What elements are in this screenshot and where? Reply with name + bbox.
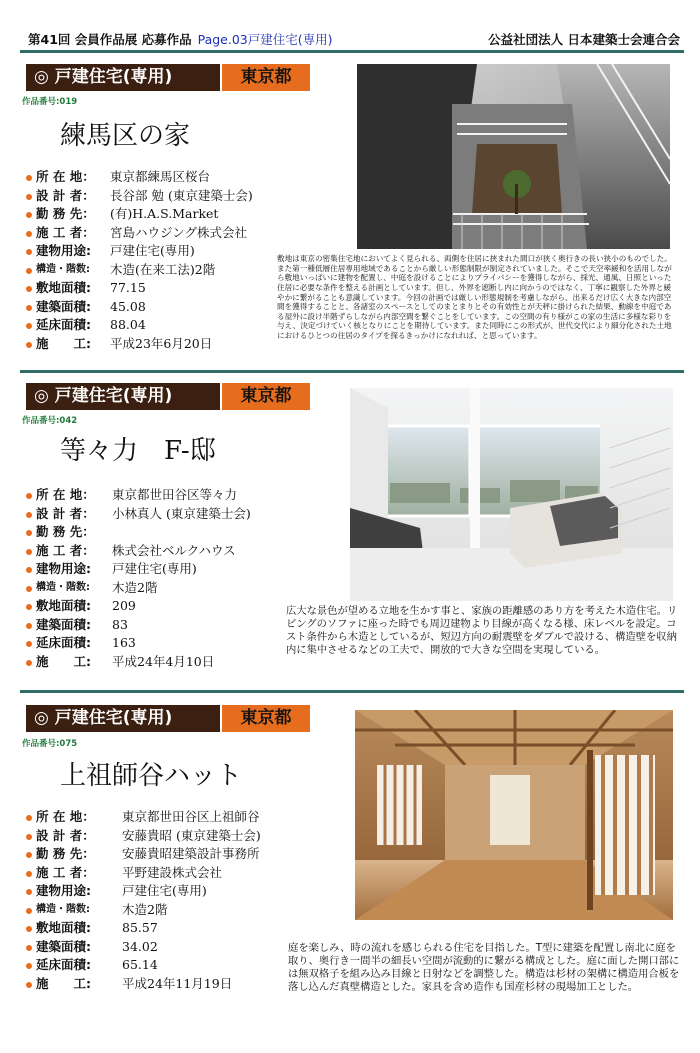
work-description: 敷地は東京の密集住宅地においてよく見られる、両側を住居に挟まれた間口が狭く奥行きの長い狭小のものでした。また第一種低層住居専用地域であることから厳しい形態制限が制定されていました。そこで天空率緩和を活用しながら敷地いっぱいに建物を配置し、中庭を設けることによりプライバシーを獲得しながら、採光、通風、日照といった住居に必要な条件を整える計画としています。但し、外界を遮断し内に向かうのではなく、丁寧に観察した外界と緩やかに繋がることも意識しています。今回の計画では厳しい形態規制を考慮しながら、出来るだけ広く大きな内部空間を獲得することと、各諸室のスペースとしてのまとまりとその有効性とが天秤に掛けられた結果、動線を中庭である屋外に設け半階ずらしながら内部空間を繋ぐことをしています。この空間の有り様がこの家の生活に多様な彩りを与え、決定づけていく核となりにことを期待しています。また同時にこの形式が、世代交代により細分化された土地におけるひとつの住居のタイプを探るきっかけになれれば、と思っています。	[277, 254, 672, 341]
spec-item: 延床面積: 65.14	[26, 956, 326, 975]
bullet-icon	[26, 286, 32, 292]
bullet-icon	[26, 249, 32, 255]
spec-item: 勤 務 先： (有)H.A.S.Market	[26, 205, 326, 224]
category-label: ◎ 戸建住宅(専用)	[26, 383, 220, 410]
bullet-icon	[26, 342, 32, 348]
bullet-icon	[26, 512, 32, 518]
bullet-icon	[26, 268, 32, 274]
bullet-icon	[26, 945, 32, 951]
bullet-icon	[26, 641, 32, 647]
bullet-icon	[26, 852, 32, 858]
bullet-icon	[26, 926, 32, 932]
spec-item: 建築面積: 83	[26, 616, 326, 635]
spec-item: 勤 務 先： 安藤貴昭建築設計事務所	[26, 845, 326, 864]
category-label: ◎ 戸建住宅(専用)	[26, 705, 220, 732]
bullet-icon	[26, 871, 32, 877]
bullet-icon	[26, 963, 32, 969]
spec-item: 延床面積: 163	[26, 634, 326, 653]
spec-item: 構造・階数: 木造2階	[26, 901, 326, 920]
bullet-icon	[26, 623, 32, 629]
page-label: Page.03戸建住宅(専用)	[197, 32, 333, 47]
spec-item: 施 工: 平成24年11月19日	[26, 975, 326, 994]
work-title: 練馬区の家	[60, 121, 191, 151]
spec-item: 所 在 地： 東京都練馬区桜台	[26, 168, 326, 187]
work-number: 作品番号:019	[22, 97, 78, 107]
category-label: ◎ 戸建住宅(専用)	[26, 64, 220, 91]
bullet-icon	[26, 549, 32, 555]
work-number: 作品番号:042	[22, 416, 78, 426]
prefecture-label: 東京都	[222, 64, 310, 91]
timber-interior-photo	[355, 710, 673, 920]
bullet-icon	[26, 305, 32, 311]
work-title: 上祖師谷ハット	[60, 761, 243, 791]
spec-item: 設 計 者： 小林真人 (東京建築士会)	[26, 505, 326, 524]
bullet-icon	[26, 194, 32, 200]
work-title: 等々力 F-邸	[60, 436, 216, 466]
bullet-icon	[26, 660, 32, 666]
spec-item: 施 工 者： 宮島ハウジング株式会社	[26, 224, 326, 243]
bullet-icon	[26, 567, 32, 573]
spec-item: 勤 務 先：	[26, 523, 326, 542]
header-rule	[20, 50, 684, 53]
bullet-icon	[26, 530, 32, 536]
spec-item: 敷地面積: 209	[26, 597, 326, 616]
spec-item: 設 計 者： 安藤貴昭 (東京建築士会)	[26, 827, 326, 846]
spec-item: 建築面積: 34.02	[26, 938, 326, 957]
spec-item: 建築面積: 45.08	[26, 298, 326, 317]
bullet-icon	[26, 212, 32, 218]
section-divider	[20, 370, 684, 373]
exhibition-title: 第41回 会員作品展 応募作品	[28, 32, 192, 47]
bullet-icon	[26, 493, 32, 499]
spec-item: 施 工 者： 株式会社ベルクハウス	[26, 542, 326, 561]
spec-item: 施 工 者： 平野建設株式会社	[26, 864, 326, 883]
courtyard-photo	[357, 64, 670, 249]
spec-item: 構造・階数: 木造(在来工法)2階	[26, 261, 326, 280]
work-number: 作品番号:075	[22, 739, 78, 749]
spec-item: 敷地面積: 85.57	[26, 919, 326, 938]
work-description: 広大な景色が望める立地を生かす事と、家族の距離感のあり方を考えた木造住宅。リビングのソファに座った時でも周辺建物より目線が高くなる様、床レベルを設定。コスト条件から木造としているが、短辺方向の耐震壁をダブルで設ける、構造壁を収納内に集中させるなどの工夫で、開放的で大きな空間を実現している。	[286, 605, 678, 657]
spec-item: 建物用途: 戸建住宅(専用)	[26, 242, 326, 261]
prefecture-label: 東京都	[222, 383, 310, 410]
spec-item: 施 工: 平成24年4月10日	[26, 653, 326, 672]
bullet-icon	[26, 889, 32, 895]
bullet-icon	[26, 908, 32, 914]
spec-item: 所 在 地： 東京都世田谷区上祖師谷	[26, 808, 326, 827]
spec-item: 所 在 地： 東京都世田谷区等々力	[26, 486, 326, 505]
bullet-icon	[26, 834, 32, 840]
spec-item: 延床面積: 88.04	[26, 316, 326, 335]
prefecture-label: 東京都	[222, 705, 310, 732]
bullet-icon	[26, 586, 32, 592]
spec-list	[26, 486, 326, 671]
spec-item: 構造・階数: 木造2階	[26, 579, 326, 598]
bullet-icon	[26, 323, 32, 329]
bullet-icon	[26, 231, 32, 237]
section-divider	[20, 690, 684, 693]
spec-item: 建物用途: 戸建住宅(専用)	[26, 882, 326, 901]
bullet-icon	[26, 982, 32, 988]
bullet-icon	[26, 604, 32, 610]
living-room-photo	[350, 388, 673, 601]
organization-name: 公益社団法人 日本建築士会連合会	[488, 32, 680, 47]
bullet-icon	[26, 815, 32, 821]
work-description: 庭を楽しみ、時の流れを感じられる住宅を目指した。T型に建築を配置し南北に庭を取り、奥行き一間半の細長い空間が流動的に繋がる構成とした。庭に面した開口部には無双格子を組み込み目線と日射などを調整した。構造は杉材の架構に構造用合板を落し込んだ真壁構造とした。家具を含め造作も国産杉材の現場加工とした。	[288, 942, 680, 994]
spec-item: 建物用途: 戸建住宅(専用)	[26, 560, 326, 579]
spec-item: 設 計 者： 長谷部 勉 (東京建築士会)	[26, 187, 326, 206]
spec-item: 敷地面積: 77.15	[26, 279, 326, 298]
spec-list	[26, 808, 326, 993]
bullet-icon	[26, 175, 32, 181]
spec-item: 施 工: 平成23年6月20日	[26, 335, 326, 354]
header-left	[28, 30, 333, 48]
